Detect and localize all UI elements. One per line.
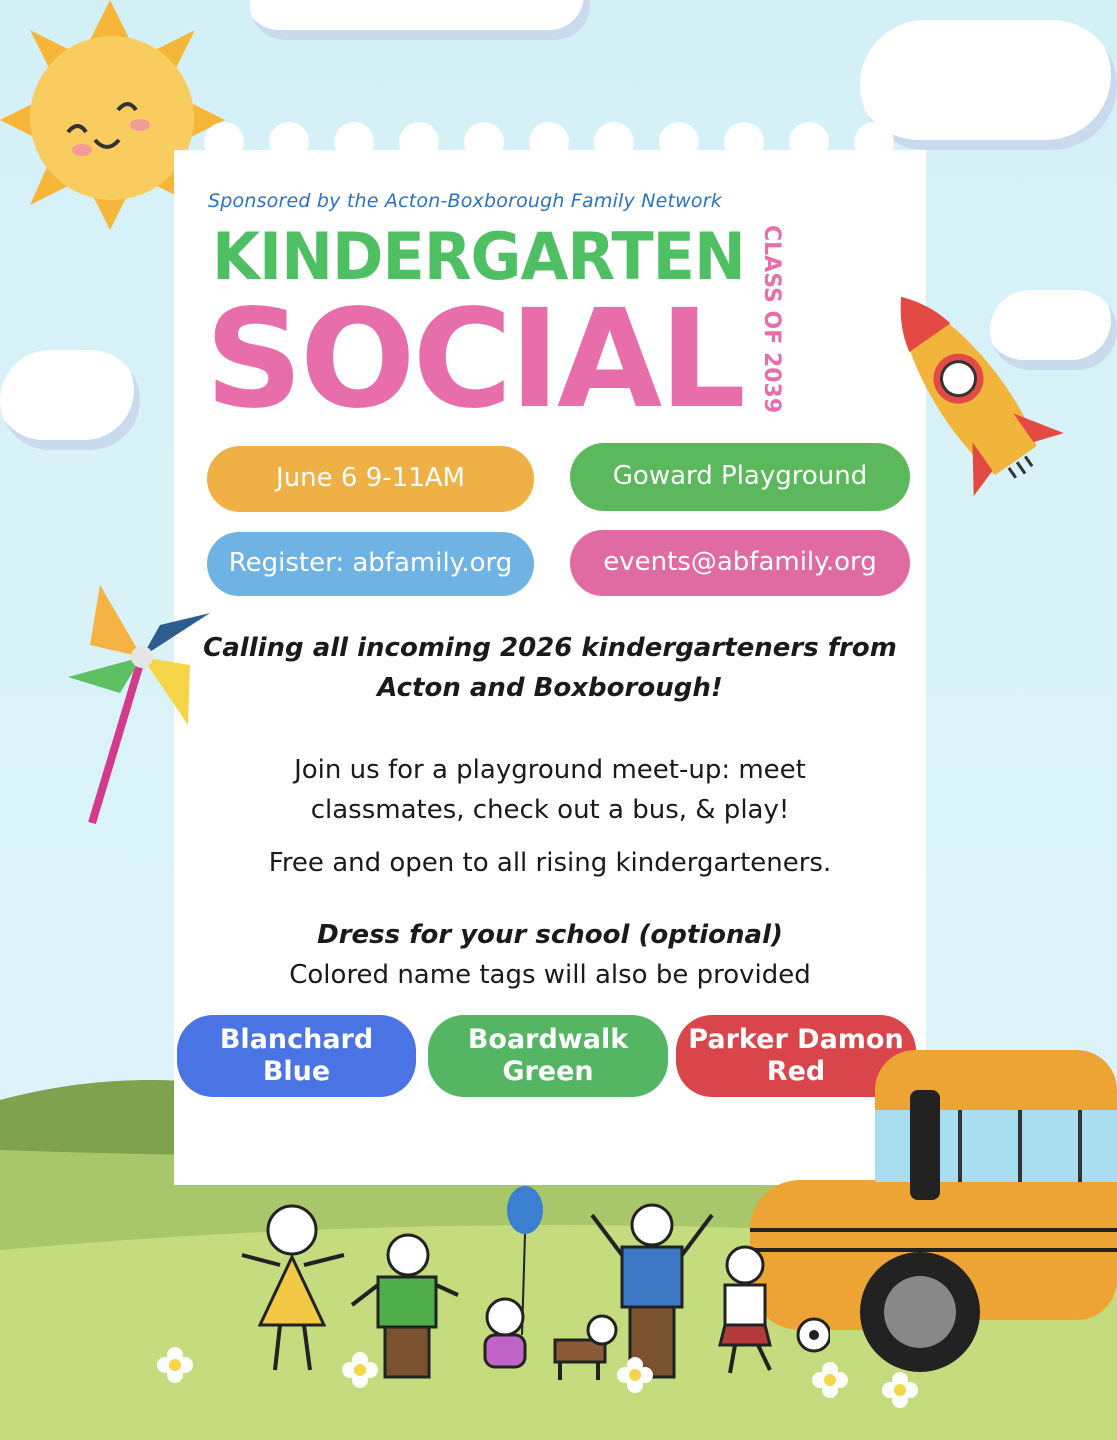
register-link[interactable]: Register: abfamily.org xyxy=(207,532,534,596)
name-tags-text: Colored name tags will also be provided xyxy=(289,960,811,990)
email-link[interactable]: events@abfamily.org xyxy=(570,530,910,596)
school-badge-boardwalk: Boardwalk Green xyxy=(428,1015,668,1097)
sponsor-text: Sponsored by the Acton-Boxborough Family Network xyxy=(208,190,722,212)
join-text: Join us for a playground meet-up: meet classmates, check out a bus, & play! xyxy=(294,755,806,825)
cloud-icon xyxy=(860,20,1117,150)
flower-icon xyxy=(155,1345,195,1385)
class-of-label: CLASS OF 2039 xyxy=(759,225,784,414)
cloud-icon xyxy=(250,0,590,40)
flower-icon xyxy=(880,1370,920,1410)
call-text: Calling all incoming 2026 kindergarteners from Acton and Boxborough! xyxy=(203,633,897,703)
flower-icon xyxy=(340,1350,380,1390)
kids-group-icon xyxy=(230,1185,830,1395)
free-text: Free and open to all rising kindergarteners. xyxy=(268,848,832,878)
title-kindergarten: KINDERGARTEN xyxy=(212,218,745,295)
cloud-icon xyxy=(0,350,140,450)
dress-text: Dress for your school (optional) xyxy=(317,920,783,950)
title-social: SOCIAL xyxy=(205,281,743,439)
school-badge-blanchard: Blanchard Blue xyxy=(177,1015,416,1097)
date-time-badge: June 6 9-11AM xyxy=(207,446,534,512)
location-badge: Goward Playground xyxy=(570,443,910,511)
school-badge-parker-damon: Parker Damon Red xyxy=(676,1015,916,1097)
flower-icon xyxy=(810,1360,850,1400)
flower-icon xyxy=(615,1355,655,1395)
